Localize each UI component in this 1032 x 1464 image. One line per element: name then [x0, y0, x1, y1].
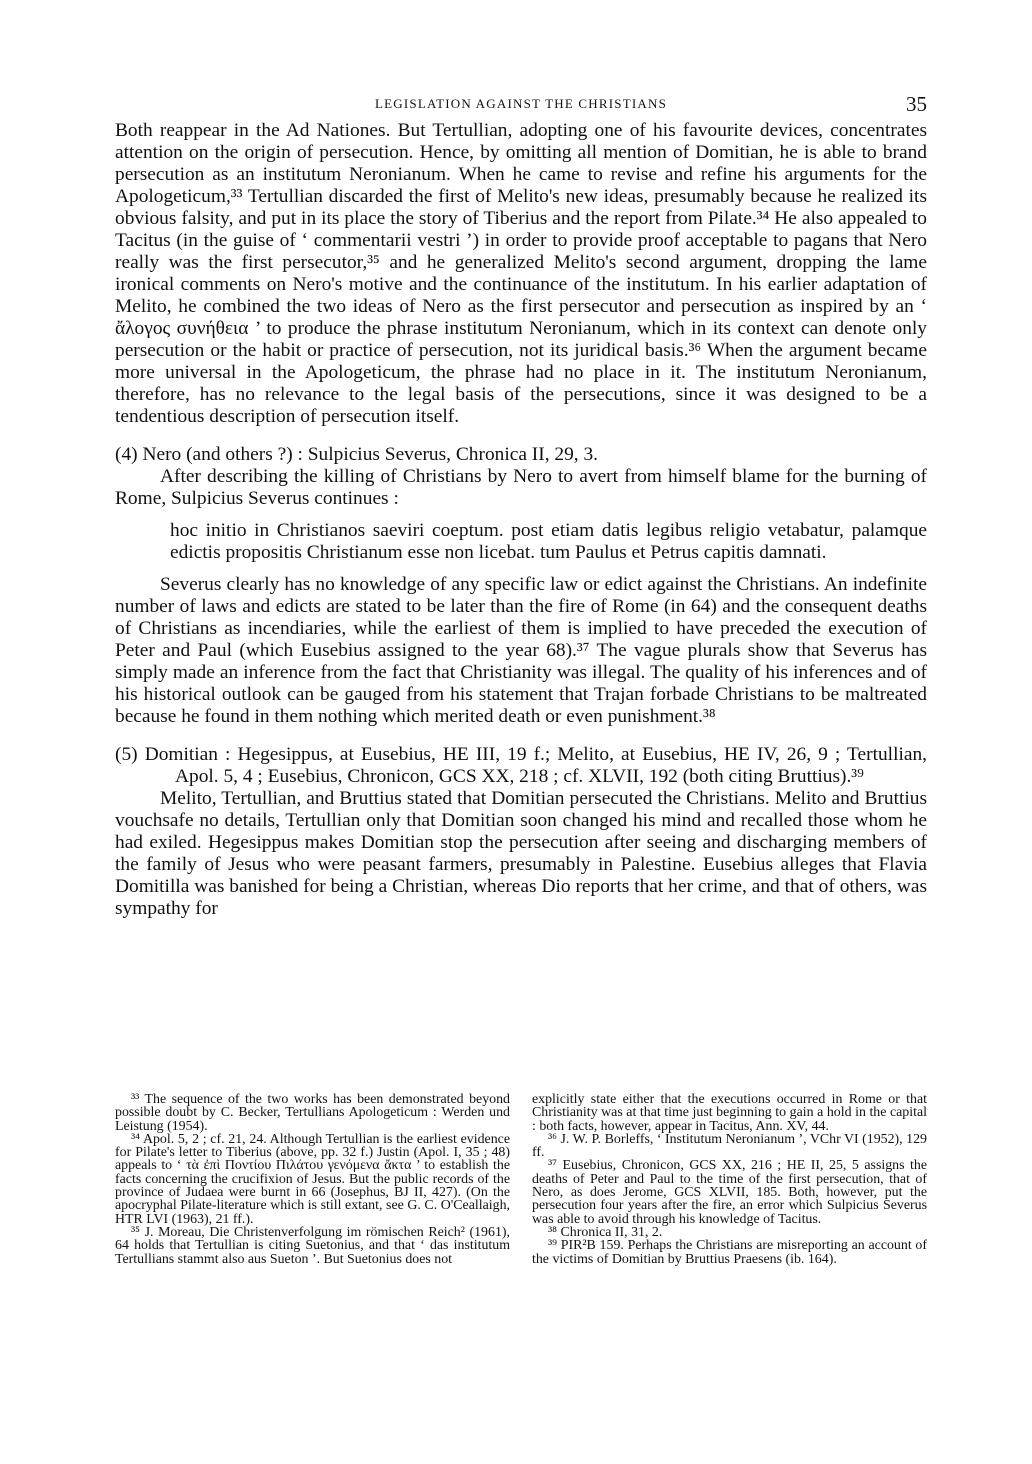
section-heading-domitian: (5) Domitian : Hegesippus, at Eusebius, HE III, 19 f.; Melito, at Eusebius, HE IV, 26, 9 ; Tertullian, Apol. 5, 4 ; Eusebius, Chronicon, GCS XX, 218 ; cf. XLVII, 192 (both citing Bruttius).³⁹	[115, 744, 927, 787]
footnote-33: ³³ The sequence of the two works has been demonstrated beyond possible doubt by C. Becker, Tertullians Apologeticum : Werden und Leistung (1954).	[115, 1092, 510, 1134]
running-title: LEGISLATION AGAINST THE CHRISTIANS	[374, 96, 667, 111]
footnote-38: ³⁸ Chronica II, 31, 2.	[548, 1224, 663, 1240]
footnote-39: ³⁹ PIR²B 159. Perhaps the Christians are misreporting an account of the victims of Domitian by Bruttius Praesens (ib. 164).	[532, 1238, 927, 1267]
footnote-35-continued: explicitly state either that the executions occurred in Rome or that Christianity was at that time just beginning to gain a hold in the capital : both facts, however, appear in Tacitus, Ann. XV, 44.	[532, 1092, 927, 1134]
section-heading-nero: (4) Nero (and others ?) : Sulpicius Severus, Chronica II, 29, 3.	[115, 444, 599, 465]
paragraph-melito-tertullian: Both reappear in the Ad Nationes. But Tertullian, adopting one of his favourite devices, concentrates attention on the origin of persecution. Hence, by omitting all mention of Domitian, he is able to brand persecution as an institutum Neronianum. When he came to revise and refine his arguments for the Apologeticum,³³ Tertullian discarded the first of Melito's new ideas, presumably because he realized its obvious falsity, and put in its place the story of Tiberius and the report from Pilate.³⁴ He also appealed to Tacitus (in the guise of ‘ commentarii vestri ’) in order to provide proof acceptable to pagans that Nero really was the first persecutor,³⁵ and he generalized Melito's second argument, dropping the lame ironical comments on Nero's motive and the continuance of the institutum. In his earlier adaptation of Melito, he combined the two ideas of Nero as the first persecutor and persecution as inspired by an ‘ ἄλογος συνήθεια ’ to produce the phrase institutum Neronianum, which in its context can denote only persecution or the habit or practice of persecution, not its juridical basis.³⁶ When the argument became more universal in the Apologeticum, the phrase had no place in it. The institutum Neronianum, therefore, has no relevance to the legal basis of the persecutions, since it was designed to be a tendentious description of persecution itself.	[115, 120, 927, 427]
page-header	[115, 92, 927, 120]
paragraph-domitian: Melito, Tertullian, and Bruttius stated that Domitian persecuted the Christians. Melito and Bruttius vouchsafe no details, Tertullian only that Domitian soon changed his mind and recalled those whom he had exiled. Hegesippus makes Domitian stop the persecution after seeing and discharging members of the family of Jesus who were peasant farmers, presumably in Palestine. Eusebius alleges that Flavia Domitilla was banished for being a Christian, whereas Dio reports that her crime, and that of others, was sympathy for	[115, 788, 927, 919]
paragraph-sulpicius-intro: After describing the killing of Christians by Nero to avert from himself blame for the burning of Rome, Sulpicius Severus continues :	[115, 466, 927, 509]
footnotes	[115, 1093, 927, 1266]
page	[115, 92, 927, 920]
footnote-35: ³⁵ J. Moreau, Die Christenverfolgung im römischen Reich² (1961), 64 holds that Tertullian is citing Suetonius, and that ‘ das institutum Tertullians stammt also aus Sueton ’. But Suetonius does not	[115, 1224, 510, 1267]
paragraph-severus-analysis: Severus clearly has no knowledge of any specific law or edict against the Christians. An indefinite number of laws and edicts are stated to be later than the fire of Rome (in 64) and the consequent deaths of Christians as incendiaries, while the earliest of them is implied to have preceded the execution of Peter and Paul (which Eusebius assigned to the year 68).³⁷ The vague plurals show that Severus has simply made an inference from the fact that Christianity was illegal. The quality of his inferences and of his historical outlook can be gauged from his statement that Trajan forbade Christians to be maltreated because he found in them nothing which merited death or even punishment.³⁸	[115, 574, 927, 727]
footnotes-right-column	[532, 1093, 927, 1266]
footnote-37: ³⁷ Eusebius, Chronicon, GCS XX, 216 ; HE II, 25, 5 assigns the deaths of Peter and Paul to the time of the first persecution, that of Nero, as does Jerome, GCS XLVII, 185. Both, however, put the persecution four years after the fire, an error which Sulpicius Severus was able to avoid through his knowledge of Tacitus.	[532, 1158, 927, 1227]
footnote-34: ³⁴ Apol. 5, 2 ; cf. 21, 24. Although Tertullian is the earliest evidence for Pilate's letter to Tiberius (above, pp. 32 f.) Justin (Apol. I, 35 ; 48) appeals to ‘ τὰ ἐπὶ Ποντίου Πιλάτου γενόμενα ἄκτα ’ to establish the facts concerning the crucifixion of Jesus. But the public records of the province of Judaea were burnt in 66 (Josephus, BJ II, 427). (On the apocryphal Pilate-literature which is still extant, see G. C. O'Ceallaigh, HTR LVI (1963), 21 ff.).	[115, 1131, 510, 1227]
footnote-36: ³⁶ J. W. P. Borleffs, ‘ Institutum Neronianum ’, VChr VI (1952), 129 ff.	[532, 1131, 927, 1161]
latin-quotation: hoc initio in Christianos saeviri coeptum. post etiam datis legibus religio vetabatur, palamque edictis propositis Christianum esse non licebat. tum Paulus et Petrus capitis damnati.	[170, 520, 927, 563]
page-number: 35	[906, 92, 927, 116]
footnotes-left-column	[115, 1093, 510, 1266]
